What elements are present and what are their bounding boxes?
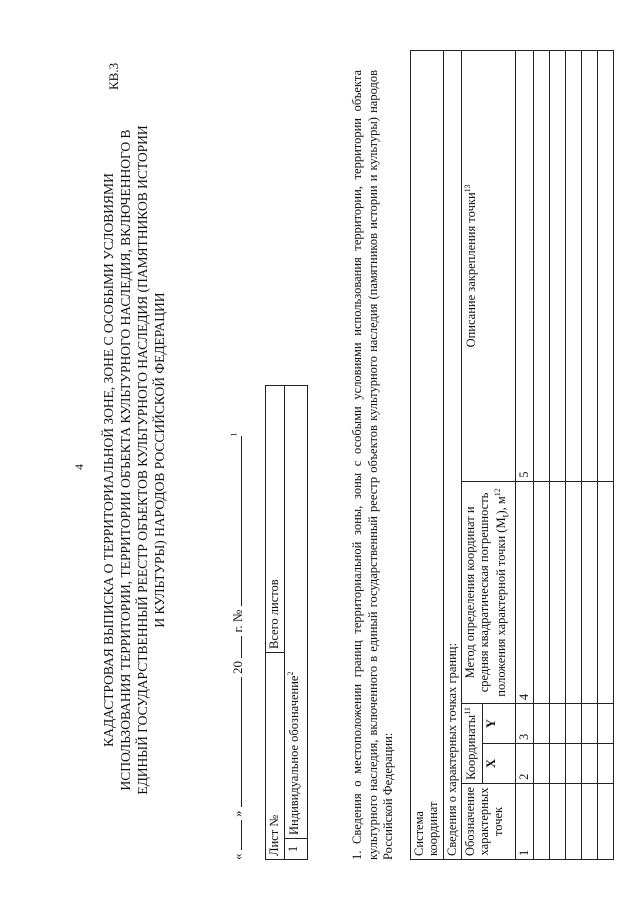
col-number: 5 [515, 51, 533, 482]
description-header [462, 51, 516, 482]
point-designation-header: Обозначение характерных точек [462, 783, 516, 859]
document-sheet [40, 20, 635, 880]
sheet-number-cell [266, 653, 285, 860]
empty-cell [597, 704, 613, 744]
month-blank [228, 677, 242, 807]
table-row [549, 51, 565, 860]
method-sub: t [500, 514, 512, 518]
individual-designation-label: Индивидуальное обозначение [287, 675, 302, 835]
boundary-points-table [410, 50, 614, 860]
y-header: Y [482, 704, 515, 744]
method-header [462, 481, 516, 703]
year-blank [228, 636, 242, 658]
empty-cell [581, 51, 597, 482]
title-line: ЕДИНЫЙ ГОСУДАРСТВЕННЫЙ РЕЕСТР ОБЪЕКТОВ КУЛЬТУРНОГО НАСЛЕДИЯ (ПАМЯТНИКОВ ИСТОРИИ [135, 125, 150, 795]
table-row [533, 51, 549, 860]
empty-cell [533, 744, 549, 784]
coord-system-label: Система координат [412, 801, 440, 856]
col-number: 1 [515, 783, 533, 859]
empty-cell [565, 783, 581, 859]
coords-footnote: 11 [463, 707, 472, 715]
total-sheets-cell [266, 386, 285, 653]
title-line: И КУЛЬТУРЫ) НАРОДОВ РОССИЙСКОЙ ФЕДЕРАЦИИ [152, 292, 167, 628]
col-number: 2 [515, 744, 533, 784]
day-blank [228, 820, 242, 850]
empty-cell [597, 783, 613, 859]
empty-cell [565, 481, 581, 703]
intro-paragraph: 1. Сведения о местоположении границ территориальной зоны, зоны с особыми условиями использования территории, территории объекта культурного наследия, включенного в единый государственный реестр объектов культурного наследия (памятников истории и культуры) народов Российской Федерации: [350, 70, 395, 860]
title-line: ИСПОЛЬЗОВАНИЯ ТЕРРИТОРИИ, ТЕРРИТОРИИ ОБЪЕКТА КУЛЬТУРНОГО НАСЛЕДИЯ, ВКЛЮЧЕННОГО В [118, 129, 133, 791]
char-points-cell: Сведения о характерных точках границ: [444, 51, 462, 860]
ident-footnote: 2 [286, 671, 295, 676]
empty-cell [549, 51, 565, 482]
sheet-info-table [265, 385, 308, 860]
quote-close: » [230, 810, 245, 817]
method-footnote: 12 [493, 488, 502, 497]
document-title [100, 80, 168, 840]
table-row [597, 51, 613, 860]
form-code: КВ.3 [106, 62, 121, 90]
empty-cell [597, 481, 613, 703]
col-number: 4 [515, 481, 533, 703]
individual-designation-cell [285, 386, 308, 839]
year-prefix: 20 [230, 661, 245, 674]
method-label: Метод определения координат и средняя квадратическая погрешность положения характерной точки (М [463, 492, 509, 697]
empty-cell [581, 744, 597, 784]
col-number: 3 [515, 704, 533, 744]
description-label: Описание закрепления точки [464, 192, 479, 348]
empty-cell [533, 783, 549, 859]
coordinates-header [462, 704, 483, 784]
empty-cell [565, 744, 581, 784]
empty-cell [565, 704, 581, 744]
x-header: X [482, 744, 515, 784]
coord-system-cell [411, 51, 444, 860]
date-footnote: 1 [229, 432, 239, 437]
empty-cell [533, 704, 549, 744]
empty-cell [549, 704, 565, 744]
empty-cell [533, 51, 549, 482]
coordinates-label: Координаты [464, 714, 479, 780]
year-suffix: г. № [230, 609, 245, 633]
method-end: ), м [494, 496, 509, 515]
empty-cell [581, 704, 597, 744]
page-number: 4 [72, 464, 86, 470]
empty-cell [549, 744, 565, 784]
total-sheets-label: Всего листов [267, 579, 281, 649]
date-line [228, 432, 246, 860]
row-number: 1 [285, 839, 308, 860]
title-line: КАДАСТРОВАЯ ВЫПИСКА О ТЕРРИТОРИАЛЬНОЙ ЗОНЕ, ЗОНЕ С ОСОБЫМИ УСЛОВИЯМИ [101, 173, 116, 747]
sheet-number-label: Лист № [267, 814, 281, 856]
empty-cell [549, 481, 565, 703]
desc-footnote: 13 [463, 184, 472, 193]
empty-cell [549, 783, 565, 859]
quote-open: « [230, 853, 245, 860]
table-row [581, 51, 597, 860]
empty-cell [533, 481, 549, 703]
number-blank [228, 436, 242, 606]
empty-cell [597, 744, 613, 784]
empty-cell [581, 783, 597, 859]
empty-cell [565, 51, 581, 482]
empty-cell [597, 51, 613, 482]
empty-cell [581, 481, 597, 703]
table-row [565, 51, 581, 860]
